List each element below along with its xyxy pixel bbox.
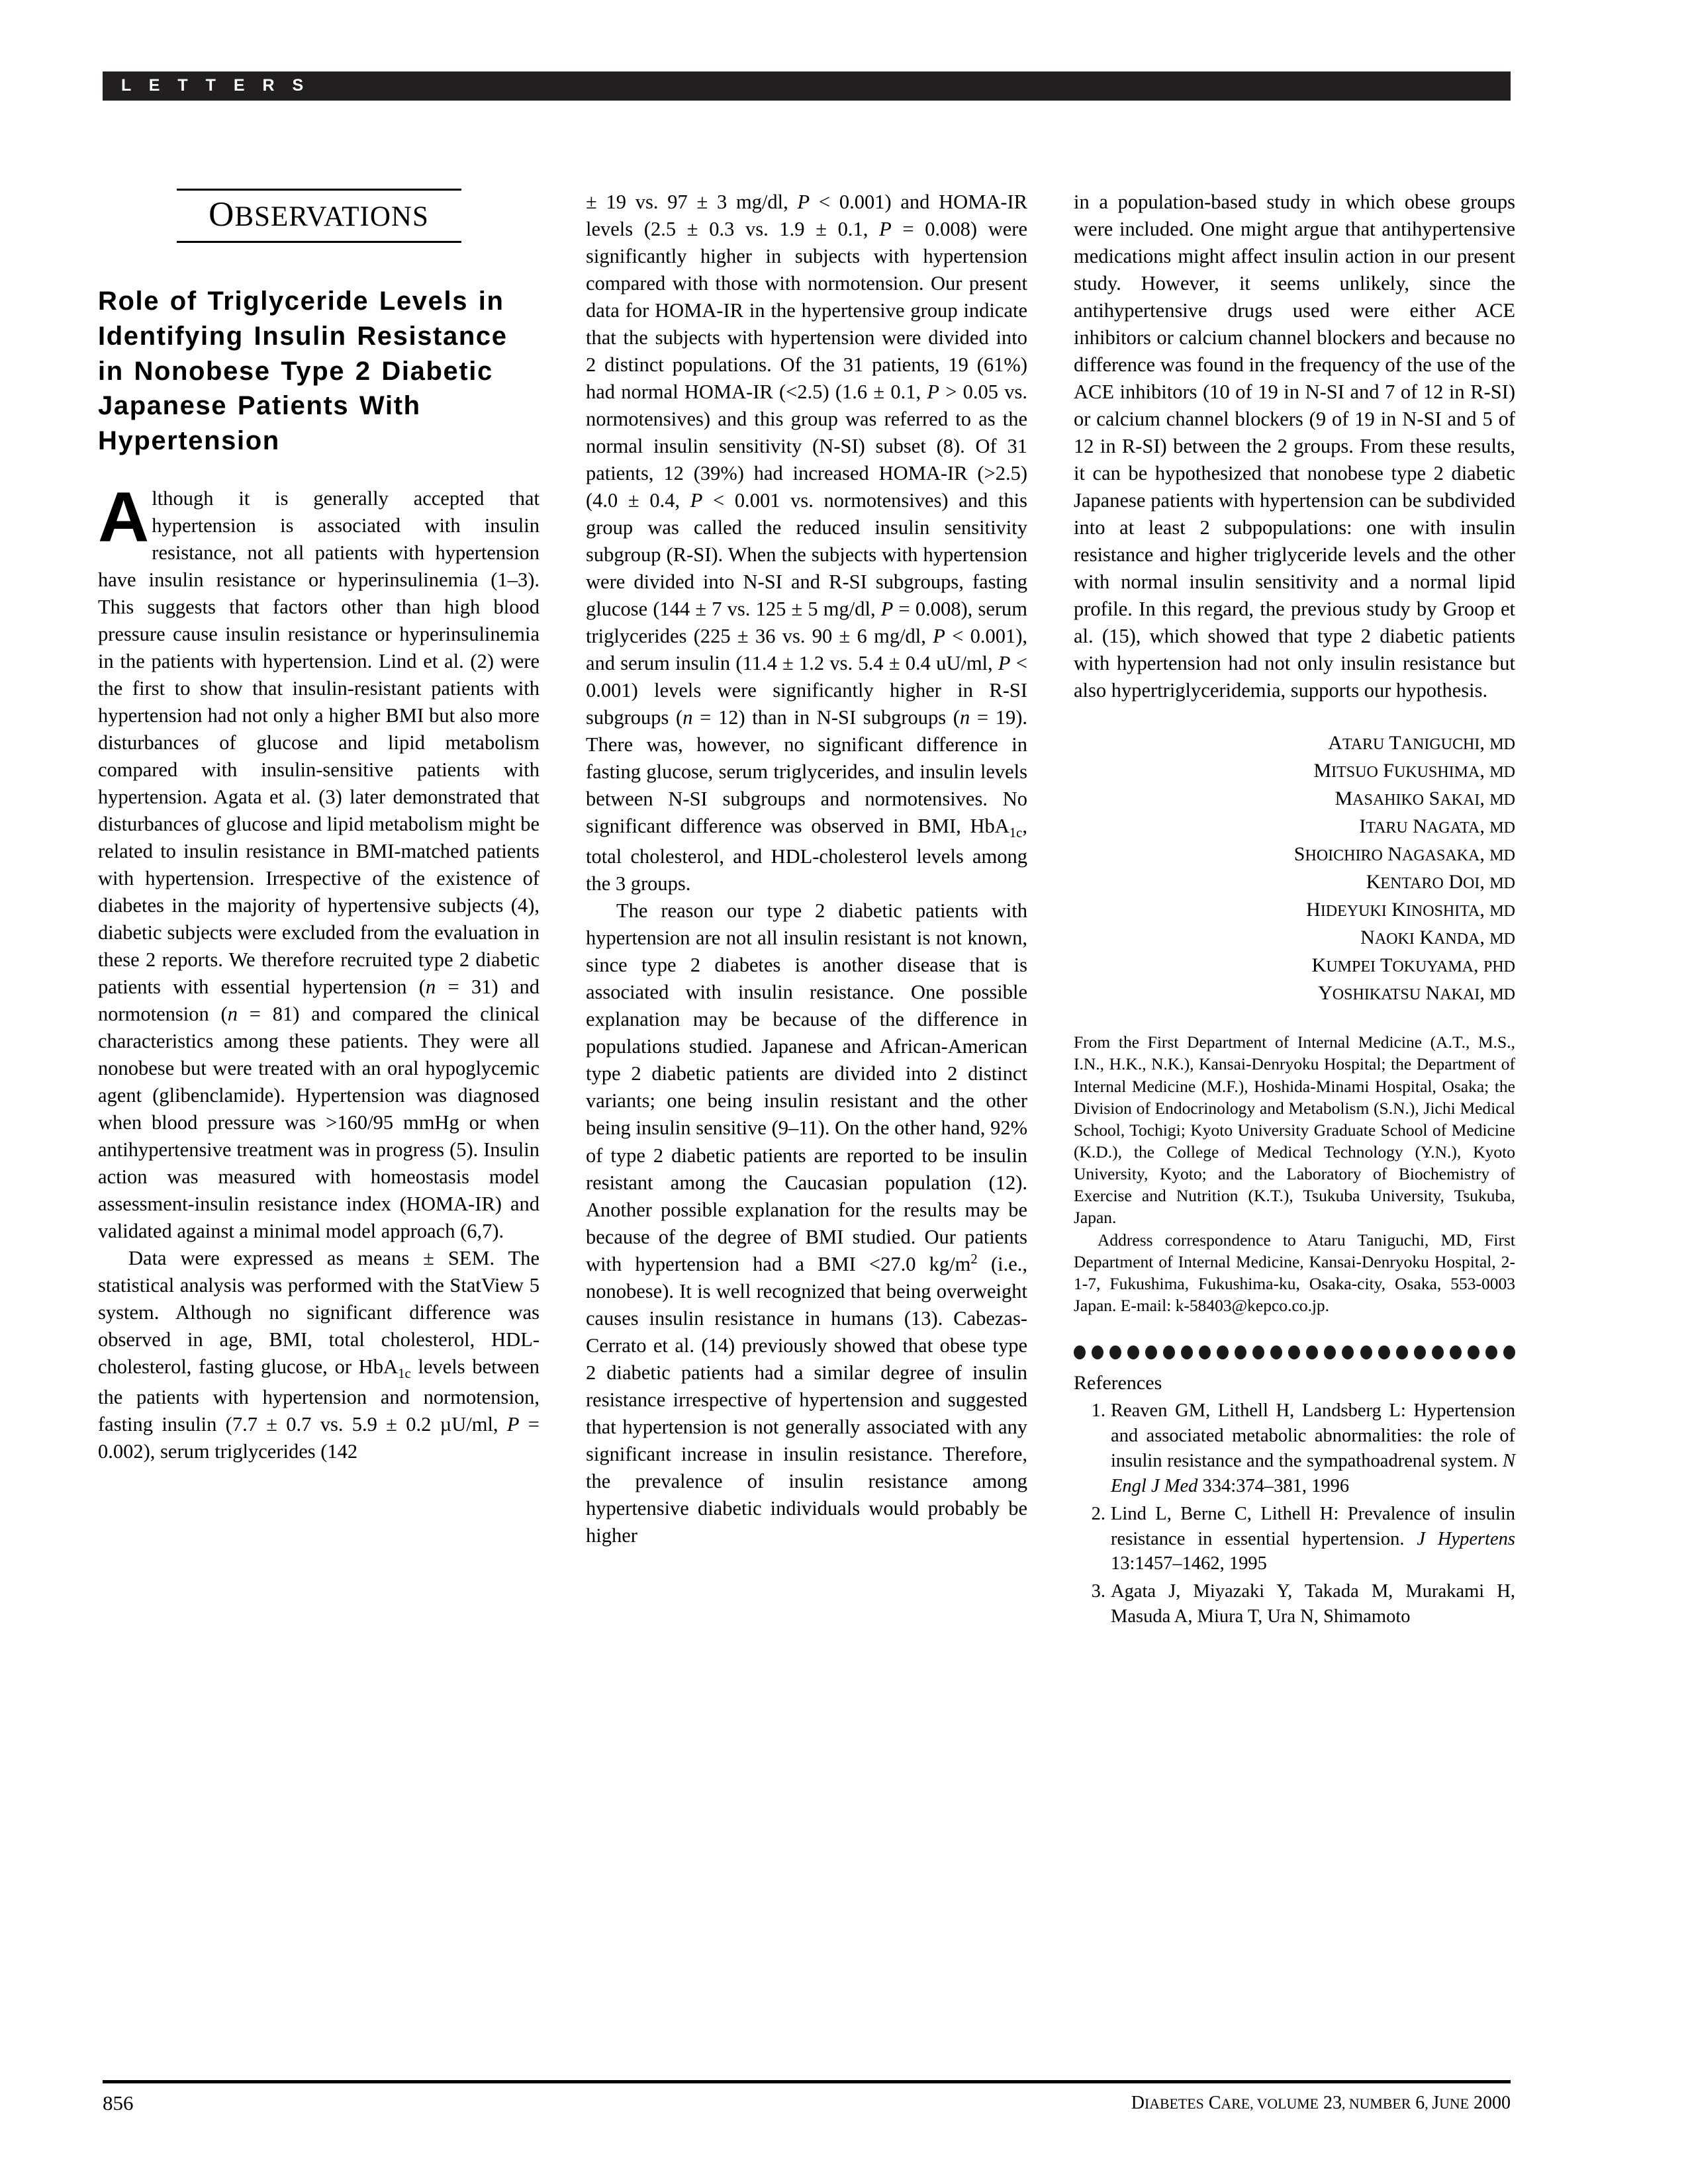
drop-cap: A [98,477,150,557]
col2-seg7: < 0.001), and serum insulin (11.4 ± 1.2 vs. 5.4 ± 0.4 uU/ml, [586,625,1028,675]
divider-dot-icon [1503,1345,1515,1359]
col2-seg10: = 19). There was, however, no significant difference in fasting glucose, serum triglycerides, and insulin levels between N-SI subgroups and normotensives. No significant difference was observed in BMI, HbA [586,706,1027,838]
section-heading-text: OBSERVATIONS [209,195,429,234]
col2-P5: P [880,598,894,621]
affiliation-text: From the First Department of Internal Medicine (A.T., M.S., I.N., H.K., N.K.), Kansai-Denryoku Hospital; the Department of Internal Medicine (M.F.), Hoshida-Minami Hospital, Osaka; the Division of Endocrinology and Metabolism (S.N.), Jichi Medical School, Tochigi; Kyoto University Graduate School of Medicine (K.D.), the College of Medical Technology (Y.N.), Kyoto University, Kyoto; and the Laboratory of Biochemistry of Exercise and Nutrition (K.T.), Tsukuba University, Tsukuba, Japan. [1074,1032,1515,1228]
author-name: KUMPEI TOKUYAMA, PHD [1311,954,1515,977]
col1-p2-seg2: levels between the patients with hypertension and normotension, fasting insulin (7.7 ± 0.7 vs. 5.9 ± 0.2 µU/ml, [98,1355,539,1436]
col2-seg8: < 0.001) levels were significantly higher in R-SI subgroups ( [586,652,1028,729]
col2-sub1: 1c [1009,826,1023,841]
col1-paragraph-1 [98,477,539,1245]
reference-item [1074,1579,1515,1629]
author-name: YOSHIKATSU NAKAI, MD [1318,982,1515,1005]
col2-P4: P [690,489,703,512]
divider-dot-icon [1485,1345,1497,1359]
divider-dot-icon [1378,1345,1390,1359]
divider-dot-icon [1450,1345,1462,1359]
running-head-bar [103,71,1511,101]
col2-paragraph-2 [586,897,1027,1549]
divider-dot-icon [1396,1345,1408,1359]
column-2 [586,189,1027,2015]
running-head-label: L E T T E R S [121,75,310,95]
col2-P3: P [927,381,939,404]
author-name: KENTARO DOI, MD [1366,871,1515,893]
reference-journal: N Engl J Med [1111,1450,1515,1496]
divider-dot-icon [1074,1345,1086,1359]
divider-dot-icon [1199,1345,1211,1359]
col3-paragraph-1: in a population-based study in which obese groups were included. One might argue that antihypertensive medications might affect insulin action in our present study. However, it seems unlikely, since the antihypertensive drugs used were either ACE inhibitors or calcium channel blockers and because no difference was found in the frequency of the use of the ACE inhibitors (10 of 19 in N-SI and 7 of 12 in R-SI) or calcium channel blockers (9 of 19 in N-SI and 5 of 12 in R-SI) between the 2 groups. From these results, it can be hypothesized that nonobese type 2 diabetic Japanese patients with hypertension can be subdivided into at least 2 subpopulations: one with insulin resistance and higher triglyceride levels and the other with normal insulin sensitivity and a normal lipid profile. In this regard, the previous study by Groop et al. (15), which showed that type 2 diabetic patients with hypertension had not only insulin resistance but also hypertriglyceridemia, supports our hypothesis. [1074,191,1515,702]
author-name: NAOKI KANDA, MD [1360,927,1515,949]
col1-paragraph-2 [98,1245,539,1465]
divider-dot-icon [1306,1345,1318,1359]
divider-dot-icon [1270,1345,1282,1359]
divider-dot-icon [1432,1345,1444,1359]
reference-number: 2. [1091,1503,1105,1524]
col2-seg5: < 0.001 vs. normotensives) and this group was called the reduced insulin sensitivity subgroup (R-SI). When the subjects with hypertension were divided into N-SI and R-SI subgroups, fasting glucose (144 ± 7 vs. 125 ± 5 mg/dl, [586,489,1027,621]
reference-text: Lind L, Berne C, Lithell H: Prevalence of insulin resistance in essential hypertension. [1111,1503,1515,1549]
author-name: HIDEYUKI KINOSHITA, MD [1306,899,1515,921]
divider-dot-icon [1181,1345,1193,1359]
col1-p1-seg3: = 81) and compared the clinical characteristics among these patients. They were all nonobese but were treated with an oral hypoglycemic agent (glibenclamide). Hypertension was diagnosed when blood pressure was >160/95 mmHg or when antihypertensive treatment was in progress (5). Insulin action was measured with homeostasis model assessment-insulin resistance index (HOMA-IR) and validated against a minimal model approach (6,7). [98,1003,539,1243]
divider-dot-icon [1217,1345,1229,1359]
divider-dot-icon [1468,1345,1479,1359]
author-name: SHOICHIRO NAGASAKA, MD [1293,843,1515,866]
col1-p1-n2: n [227,1003,238,1026]
affiliation-block [1074,1031,1515,1316]
col2-seg3: = 0.008) were significantly higher in subjects with hypertension compared with those with normotension. Our present data for HOMA-IR in the hypertensive group indicate that the subjects with hypertension were divided into 2 distinct populations. Of the 31 patients, 19 (61%) had normal HOMA-IR (<2.5) (1.6 ± 0.1, [586,218,1027,404]
divider-dot-icon [1288,1345,1300,1359]
col1-p1-n1: n [425,976,436,999]
reference-number: 3. [1091,1581,1105,1602]
author-name: ATARU TANIGUCHI, MD [1328,732,1515,754]
col2-P6: P [933,625,945,648]
col2-seg2: < 0.001) and HOMA-IR levels (2.5 ± 0.3 vs. 1.9 ± 0.1, [586,191,1027,241]
divider-dot-icon [1145,1345,1157,1359]
divider-dot-icon [1252,1345,1264,1359]
col2-P1: P [797,191,810,213]
col2-n1: n [682,706,693,729]
col1-p1-seg1: lthough it is generally accepted that hypertension is associated with insulin resistance, not all patients with hypertension have insulin resistance or hyperinsulinemia (1–3). This suggests that factors other than high blood pressure cause insulin resistance or hyperinsulinemia in the patients with hypertension. Lind et al. (2) were the first to show that insulin-resistant patients with hypertension had not only a higher BMI but also more disturbances of glucose and lipid metabolism compared with insulin-sensitive patients with hypertension. Agata et al. (3) later demonstrated that disturbances of glucose and lipid metabolism might be related to insulin resistance in BMI-matched patients with hypertension. Irrespective of the existence of diabetes in the majority of hypertensive subjects (4), diabetic subjects were excluded from the evaluation in these 2 reports. We therefore recruited type 2 diabetic patients with essential hypertension ( [98,486,539,999]
col1-p2-seg1: Data were expressed as means ± SEM. The statistical analysis was performed with the StatView 5 system. Although no significant difference was observed in age, BMI, total cholesterol, HDL-cholesterol, fasting glucose, or HbA [98,1247,539,1379]
author-name: MASAHIKO SAKAI, MD [1335,788,1515,810]
dot-divider [1074,1343,1515,1361]
col2-seg1: ± 19 vs. 97 ± 3 mg/dl, [586,191,798,213]
col2-p2-seg1: The reason our type 2 diabetic patients with hypertension are not all insulin resistant is not known, since type 2 diabetes is another disease that is associated with insulin resistance. One possible explanation may be because of the difference in populations studied. Japanese and African-American type 2 diabetic patients are divided into 2 distinct variants; one being insulin resistant and the other being insulin sensitive (9–11). On the other hand, 92% of type 2 diabetic patients are reported to be insulin resistant among the Caucasian population (12). Another possible explanation for the results may be because of the degree of BMI studied. Our patients with hypertension had a BMI <27.0 kg/m [586,899,1027,1275]
col2-seg4: > 0.05 vs. normotensives) and this group was referred to as the normal insulin sensitivity (N-SI) subset (8). Of 31 patients, 12 (39%) had increased HOMA-IR (>2.5) (4.0 ± 0.4, [586,381,1027,512]
col2-seg11: , total cholesterol, and HDL-cholesterol levels among the 3 groups. [586,815,1027,895]
col2-P2: P [879,218,892,241]
col1-p2-seg3: = 0.002), serum triglycerides (142 [98,1413,540,1463]
divider-dot-icon [1360,1345,1372,1359]
three-column-body [98,189,1516,2015]
footer-rule [103,2080,1511,2083]
reference-text: Agata J, Miyazaki Y, Takada M, Murakami H, Masuda A, Miura T, Ura N, Shimamoto [1111,1581,1515,1627]
divider-dot-icon [1163,1345,1175,1359]
author-name: MITSUO FUKUSHIMA, MD [1313,760,1515,782]
section-heading [177,189,461,243]
col2-seg9: = 12) than in N-SI subgroups ( [692,706,960,729]
references-heading: References [1074,1372,1162,1394]
divider-dot-icon [1092,1345,1103,1359]
references-list [1074,1398,1515,1629]
col2-paragraph-1 [586,189,1027,897]
col2-seg6: = 0.008), serum triglycerides (225 ± 36 vs. 90 ± 6 mg/dl, [586,598,1027,648]
divider-dot-icon [1127,1345,1139,1359]
reference-text: Reaven GM, Lithell H, Landsberg L: Hypertension and associated metabolic abnormalities: the role of insulin resistance and the sympathoadrenal system. [1111,1400,1515,1471]
author-name: ITARU NAGATA, MD [1359,815,1515,838]
reference-item [1074,1502,1515,1577]
page-title: Role of Triglyceride Levels in Identifying Insulin Resistance in Nonobese Type 2 Diabetic Japanese Patients With Hypertension [98,287,508,456]
divider-dot-icon [1109,1345,1121,1359]
author-list [1074,729,1515,1007]
journal-citation-line: DIABETES CARE, VOLUME 23, NUMBER 6, JUNE 2000 [1131,2093,1511,2113]
reference-journal: J Hypertens [1417,1528,1515,1549]
reference-pages: 334:374–381, 1996 [1197,1475,1350,1496]
column-3 [1074,189,1515,2015]
col2-p2-seg2: (i.e., nonobese). It is well recognized that being overweight causes insulin resistance in humans (13). Cabezas-Cerrato et al. (14) previously showed that obese type 2 diabetic patients had a similar degree of insulin resistance irrespective of hypertension and suggested that hypertension is not generally associated with any significant increase in insulin resistance. Therefore, the prevalence of insulin resistance among hypertensive diabetic individuals would probably be higher [586,1252,1027,1547]
col1-p1-seg2: = 31) and normotension ( [98,976,539,1026]
divider-dot-icon [1235,1345,1246,1359]
divider-dot-icon [1342,1345,1354,1359]
divider-dot-icon [1414,1345,1426,1359]
col2-sup1: 2 [970,1251,978,1267]
col1-p2-sub: 1c [398,1367,411,1382]
col2-P7: P [998,652,1011,675]
reference-pages: 13:1457–1462, 1995 [1111,1553,1267,1574]
divider-dot-icon [1324,1345,1336,1359]
column-1 [98,189,539,2015]
col1-p2-pval: P [506,1413,520,1436]
col2-n2: n [959,706,970,729]
page-number: 856 [103,2091,134,2115]
reference-number: 1. [1091,1400,1105,1422]
correspondence-text: Address correspondence to Ataru Taniguchi, MD, First Department of Internal Medicine, Kansai-Denryoku Hospital, 2-1-7, Fukushima, Fukushima-ku, Osaka-city, Osaka, 553-0003 Japan. E-mail: k-58403@kepco.co.jp. [1074,1230,1515,1315]
reference-item [1074,1398,1515,1499]
